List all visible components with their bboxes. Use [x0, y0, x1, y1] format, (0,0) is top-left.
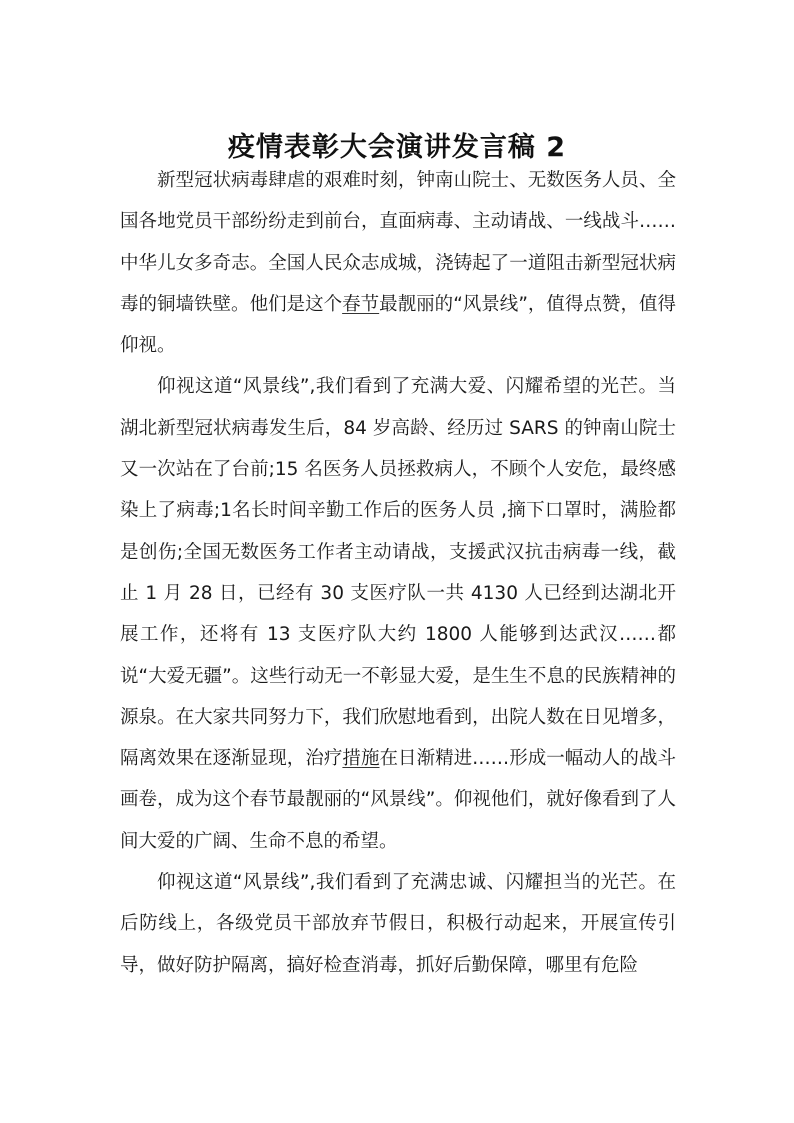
- paragraph-1-text: 新型冠状病毒肆虐的艰难时刻，钟南山院士、无数医务人员、全国各地党员干部纷纷走到前台，直面病毒、主动请战、一线战斗……中华儿女多奇志。全国人民众志成城，浇铸起了一道阻击新型冠状病毒的铜墙铁壁。他们是这个: [120, 170, 676, 315]
- paragraph-3: [120, 862, 676, 986]
- paragraph-2-link[interactable]: 措施: [342, 748, 380, 770]
- paragraph-2-text-end: 在日渐精进……形成一幅动人的战斗画卷，成为这个春节最靓丽的“风景线”。仰视他们，就好像看到了人间大爱的广阔、生命不息的希望。: [120, 748, 676, 852]
- paragraph-1: [120, 160, 676, 366]
- paragraph-2: [120, 366, 676, 862]
- document-body: [120, 160, 676, 986]
- document-title: 疫情表彰大会演讲发言稿 2: [227, 132, 567, 164]
- paragraph-1-link[interactable]: 春节: [342, 293, 380, 315]
- paragraph-2-text: 仰视这道“风景线”,我们看到了充满大爱、闪耀希望的光芒。当湖北新型冠状病毒发生后，84 岁高龄、经历过 SARS 的钟南山院士又一次站在了台前;15 名医务人员拯救病人，不顾个人安危，最终感染上了病毒;1名长时间辛勤工作后的医务人员 ,摘下口罩时，满脸都是创伤;全国无数医务工作者主动请战，支援武汉抗击病毒一线，截止 1 月 28 日，已经有 30 支医疗队一共 4130 人已经到达湖北开展工作，还将有 13 支医疗队大约 1800 人能够到达武汉……都说“大爱无疆”。这些行动无一不彰显大爱，是生生不息的民族精神的源泉。在大家共同努力下，我们欣慰地看到，出院人数在日见增多，隔离效果在逐渐显现，治疗: [120, 376, 676, 770]
- paragraph-3-text: 仰视这道“风景线”,我们看到了充满忠诚、闪耀担当的光芒。在后防线上，各级党员干部放弃节假日，积极行动起来，开展宣传引导，做好防护隔离，搞好检查消毒，抓好后勤保障，哪里有危险: [120, 872, 676, 976]
- paragraph-1-text-end: 最靓丽的“风景线”，值得点赞，值得仰视。: [120, 293, 676, 357]
